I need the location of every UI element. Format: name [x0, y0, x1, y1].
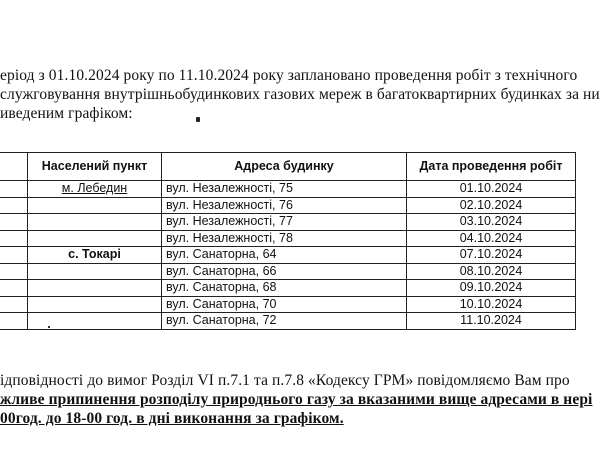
- address-cell: вул. Санаторна, 64: [162, 247, 407, 264]
- index-cell: [0, 230, 28, 247]
- address-cell: вул. Санаторна, 68: [162, 280, 407, 297]
- address-cell: вул. Незалежності, 77: [162, 214, 407, 231]
- index-cell: [0, 313, 28, 330]
- table-row: [0, 214, 576, 231]
- settlement-cell: [28, 296, 162, 313]
- settlement-cell: с. Токарі: [28, 247, 162, 264]
- settlement-cell: [28, 197, 162, 214]
- index-cell: [0, 197, 28, 214]
- date-cell: 02.10.2024: [407, 197, 576, 214]
- date-cell: 08.10.2024: [407, 263, 576, 280]
- table-row: [0, 181, 576, 198]
- settlement-cell: [28, 214, 162, 231]
- notice-line-1: ідповідності до вимог Розділ VI п.7.1 та п.7.8 «Кодексу ГРМ» повідомляємо Вам про: [0, 372, 570, 389]
- index-cell: [0, 181, 28, 198]
- header-settlement: Населений пункт: [28, 153, 162, 181]
- table-row: [0, 247, 576, 264]
- table-row: [0, 197, 576, 214]
- date-cell: 01.10.2024: [407, 181, 576, 198]
- address-cell: вул. Санаторна, 72: [162, 313, 407, 330]
- table-row: [0, 280, 576, 297]
- address-cell: вул. Незалежності, 76: [162, 197, 407, 214]
- date-cell: 07.10.2024: [407, 247, 576, 264]
- settlement-cell: м. Лебедин: [28, 181, 162, 198]
- intro-line-3: иведеним графіком:: [0, 105, 133, 122]
- index-cell: [0, 280, 28, 297]
- notice-line-3: 00год. до 18-00 год. в дні виконання за графіком.: [0, 410, 344, 427]
- table-row: [0, 230, 576, 247]
- date-cell: 04.10.2024: [407, 230, 576, 247]
- index-cell: [0, 263, 28, 280]
- ink-speck: [196, 117, 200, 122]
- address-cell: вул. Санаторна, 66: [162, 263, 407, 280]
- table-header-row: [0, 153, 576, 181]
- settlement-cell: [28, 280, 162, 297]
- settlement-cell: [28, 230, 162, 247]
- notice-line-2: жливе припинення розподілу природнього газу за вказаними вище адресами в нері: [0, 391, 593, 408]
- table-row: [0, 313, 576, 330]
- date-cell: 11.10.2024: [407, 313, 576, 330]
- date-cell: 10.10.2024: [407, 296, 576, 313]
- intro-line-2: служговування внутрішньобудинкових газових мереж в багатоквартирних будинках за ни: [0, 86, 600, 103]
- date-cell: 09.10.2024: [407, 280, 576, 297]
- header-cell-index: [0, 153, 28, 181]
- index-cell: [0, 214, 28, 231]
- header-date: Дата проведення робіт: [407, 153, 576, 181]
- address-cell: вул. Санаторна, 70: [162, 296, 407, 313]
- notice-paragraph: [0, 371, 600, 428]
- table-row: [0, 263, 576, 280]
- address-cell: вул. Незалежності, 75: [162, 181, 407, 198]
- table-row: [0, 296, 576, 313]
- index-cell: [0, 296, 28, 313]
- schedule-table: [0, 152, 576, 330]
- intro-line-1: еріод з 01.10.2024 року по 11.10.2024 року заплановано проведення робіт з технічного: [0, 67, 578, 84]
- ink-dot: [48, 326, 50, 328]
- address-cell: вул. Незалежності, 78: [162, 230, 407, 247]
- settlement-cell: [28, 263, 162, 280]
- intro-paragraph: [0, 66, 600, 123]
- date-cell: 03.10.2024: [407, 214, 576, 231]
- header-address: Адреса будинку: [162, 153, 407, 181]
- index-cell: [0, 247, 28, 264]
